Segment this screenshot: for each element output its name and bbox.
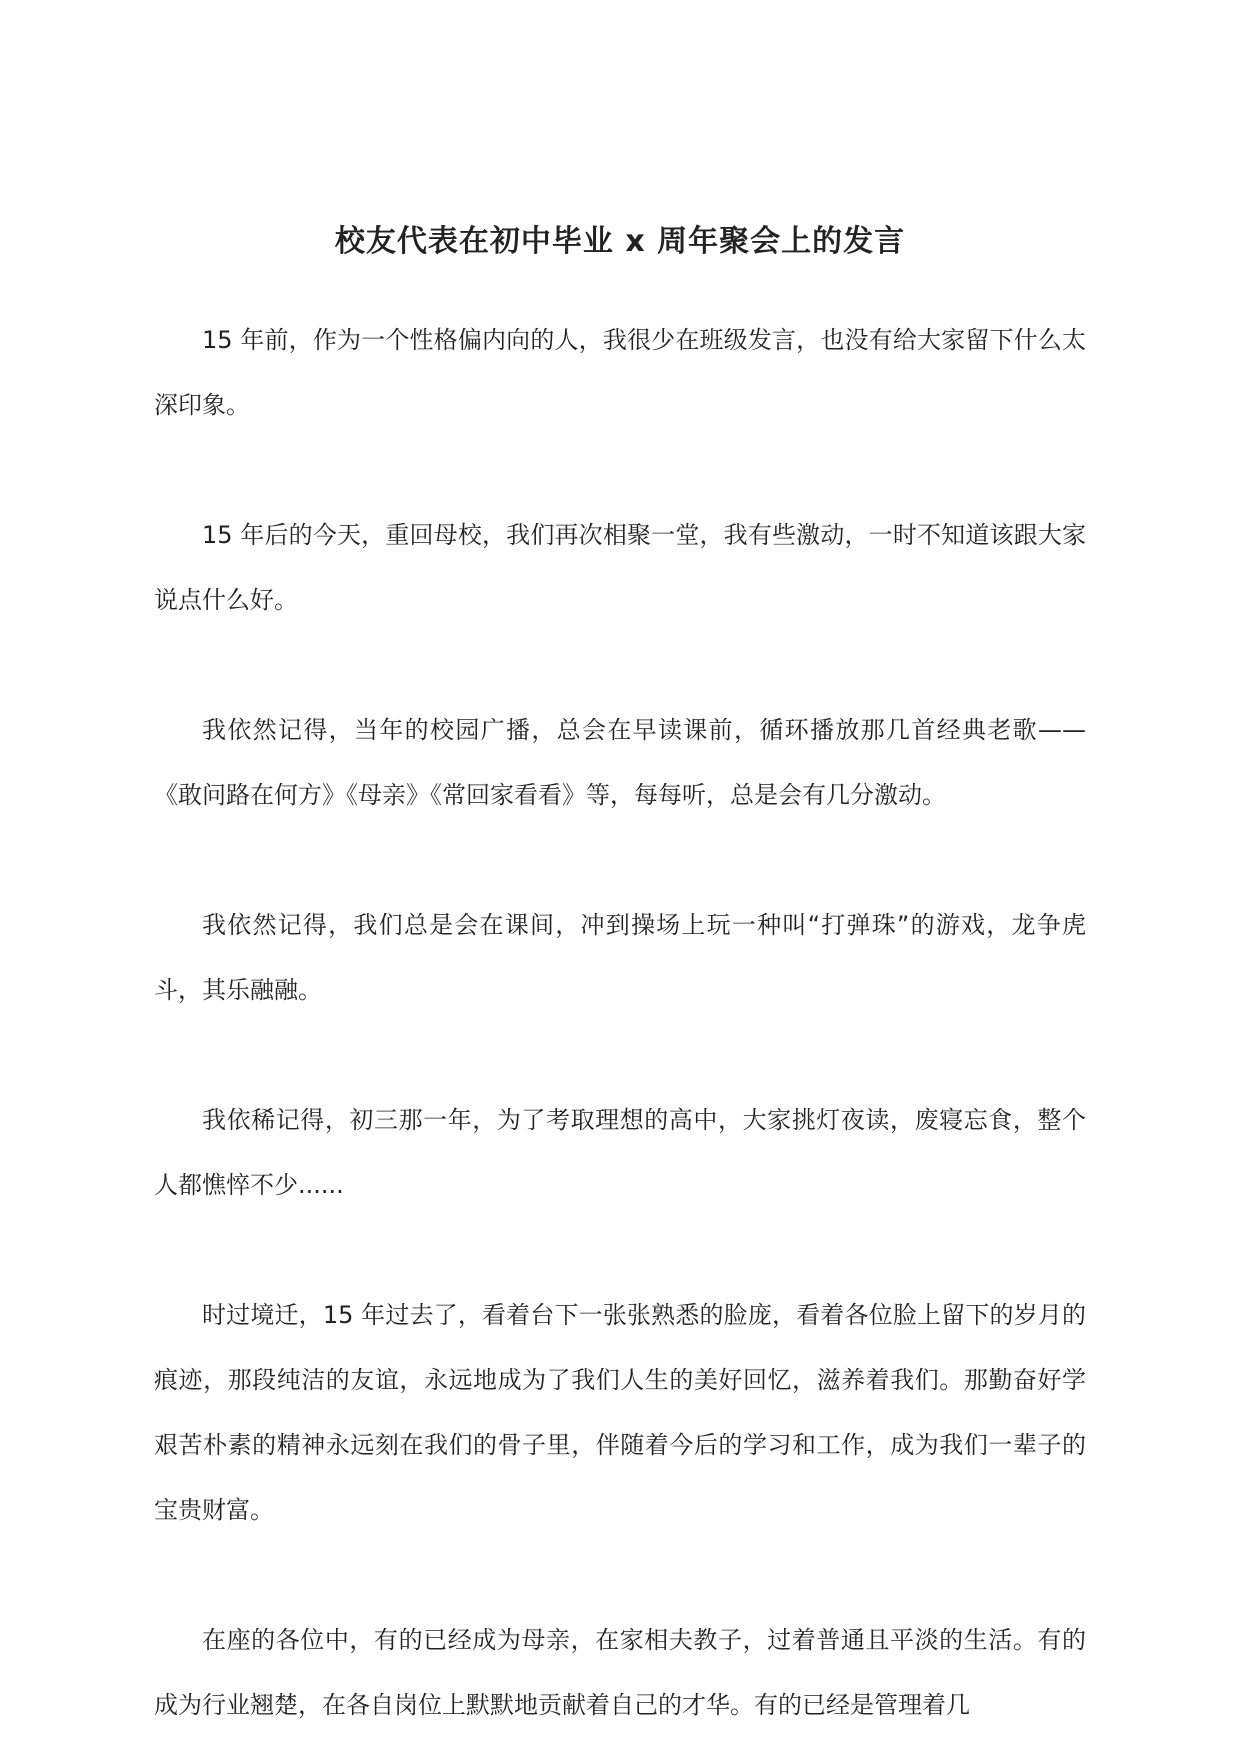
paragraph-4: 我依然记得，我们总是会在课间，冲到操场上玩一种叫“打弹珠”的游戏，龙争虎斗，其乐融融。 (154, 911, 1086, 1004)
paragraph-2: 15 年后的今天，重回母校，我们再次相聚一堂，我有些激动，一时不知道该跟大家说点什么好。 (154, 521, 1086, 614)
paragraph-1: 15 年前，作为一个性格偏内向的人，我很少在班级发言，也没有给大家留下什么太深印象。 (154, 326, 1086, 419)
paragraph-7: 在座的各位中，有的已经成为母亲，在家相夫教子，过着普通且平淡的生活。有的成为行业翘楚，在各自岗位上默默地贡献着自己的才华。有的已经是管理着几 (154, 1626, 1086, 1719)
paragraph-3: 我依然记得，当年的校园广播，总会在早读课前，循环播放那几首经典老歌——《敢问路在何方》《母亲》《常回家看看》等，每每听，总是会有几分激动。 (154, 716, 1086, 809)
document-body (154, 308, 1086, 1738)
paragraph-5: 我依稀记得，初三那一年，为了考取理想的高中，大家挑灯夜读，废寝忘食，整个人都憔悴不少...... (154, 1106, 1086, 1199)
paragraph-6: 时过境迁，15 年过去了，看着台下一张张熟悉的脸庞，看着各位脸上留下的岁月的痕迹，那段纯洁的友谊，永远地成为了我们人生的美好回忆，滋养着我们。那勤奋好学艰苦朴素的精神永远刻在我们的骨子里，伴随着今后的学习和工作，成为我们一辈子的宝贵财富。 (154, 1301, 1086, 1524)
document-title: 校友代表在初中毕业 x 周年聚会上的发言 (334, 224, 906, 259)
